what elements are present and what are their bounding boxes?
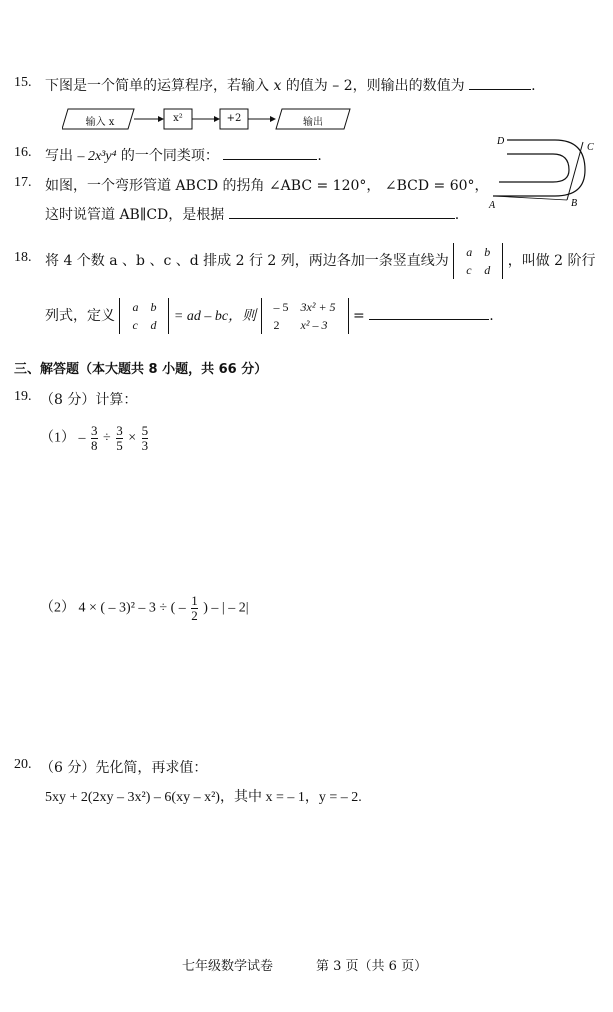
q17-number: 17. — [14, 175, 32, 190]
q-d: x² – 3 — [300, 318, 328, 332]
f3-den: 3 — [141, 438, 149, 453]
section3-title: 三、解答题（本大题共 8 小题，共 66 分） — [14, 362, 268, 377]
q15-flowchart — [62, 106, 352, 132]
fraction-3-5 — [116, 424, 123, 453]
q15-text — [45, 75, 536, 95]
fraction-5-3 — [142, 424, 149, 453]
q18-line2-b: = ad – bc，则 — [173, 309, 257, 324]
fraction-1-2 — [191, 594, 198, 623]
det-c: c — [466, 263, 472, 277]
q15-end: . — [531, 78, 536, 94]
q19-number: 19. — [14, 389, 32, 404]
q15-number: 15. — [14, 75, 32, 90]
q18-line2 — [45, 298, 494, 334]
q19-part1-label: （1） — [40, 430, 75, 446]
q16-text-a: 写出 — [45, 148, 73, 164]
q20-header: （6 分）先化简，再求值： — [40, 760, 208, 776]
q17-line2-text: 这时说管道 AB∥CD，是根据 — [45, 207, 225, 223]
q19-part2 — [40, 594, 249, 623]
footer-page: 第 3 页（共 6 页） — [316, 959, 428, 974]
def-c: c — [132, 318, 138, 332]
def-b: b — [150, 300, 157, 314]
flow-input: 输入 x — [85, 117, 115, 128]
fraction-3-8 — [91, 424, 98, 453]
det-b: b — [484, 245, 491, 259]
q18-end: . — [489, 308, 494, 324]
q18-line2-a: 列式，定义 — [45, 308, 115, 324]
q19-part2-label: （2） — [40, 600, 75, 616]
q15-text-a: 下图是一个简单的运算程序，若输入 — [45, 78, 269, 94]
q18-line2-c: = — [353, 308, 365, 324]
op-divide: ÷ — [103, 430, 111, 446]
q-c: 2 — [273, 318, 280, 332]
q16-text — [45, 145, 322, 165]
q18-line1-a: 将 4 个数 a 、b 、c 、d 排成 2 行 2 列，两边各加一条竖直线为 — [45, 253, 449, 269]
label-A: A — [489, 200, 496, 211]
p2-den: 2 — [191, 608, 198, 623]
det-a: a — [466, 245, 473, 259]
q16-text-b: 的一个同类项： — [120, 148, 219, 164]
q17-answer-blank — [229, 218, 455, 219]
q20-number: 20. — [14, 757, 32, 772]
q15-text-b: 的值为 – 2，则输出的数值为 — [285, 78, 465, 94]
label-B: B — [571, 198, 578, 209]
q15-answer-blank — [469, 89, 531, 90]
q18-line1-b: ，叫做 2 阶行 — [507, 253, 596, 269]
f2-num: 3 — [116, 423, 123, 438]
def-d: d — [150, 318, 157, 332]
flow-step1: x² — [173, 113, 183, 124]
q16-answer-blank — [223, 159, 317, 160]
det-generic — [453, 243, 503, 279]
op-times: × — [128, 430, 137, 446]
q16-number: 16. — [14, 145, 32, 160]
f1-den: 8 — [91, 438, 98, 453]
q16-monomial: – 2x³y⁴ — [77, 149, 117, 164]
q17-pipe-figure — [485, 128, 603, 216]
q-b: 3x² + 5 — [300, 300, 336, 314]
p2-num: 1 — [191, 593, 198, 608]
det-question — [261, 298, 349, 334]
q18-number: 18. — [14, 250, 32, 265]
f2-den: 5 — [116, 438, 123, 453]
det-d: d — [484, 263, 491, 277]
label-C: C — [587, 142, 594, 153]
part1-neg: – — [78, 430, 86, 446]
q16-end: . — [317, 148, 322, 164]
q-a: – 5 — [273, 300, 289, 314]
q20-expression: 5xy + 2(2xy – 3x²) – 6(xy – x²)，其中 x = – 1，y = – 2. — [45, 790, 362, 805]
q17-end: . — [454, 207, 460, 223]
f3-num: 5 — [141, 423, 149, 438]
q17-line2 — [45, 204, 459, 224]
q19-header: （8 分）计算： — [40, 392, 138, 408]
det-definition — [119, 298, 169, 334]
part2-a: 4 × ( – 3)² – 3 ÷ ( – — [78, 600, 186, 616]
q15-var: x — [273, 78, 282, 94]
flow-output: 输出 — [303, 117, 323, 128]
q19-part1 — [40, 424, 150, 453]
footer-exam: 七年级数学试卷 — [182, 959, 274, 974]
q17-line1: 如图，一个弯形管道 ABCD 的拐角 ∠ABC = 120°， ∠BCD = 60°， — [45, 178, 489, 194]
q18-answer-blank — [369, 319, 489, 320]
part2-b: ) – | – 2| — [203, 600, 249, 616]
q18-line1 — [45, 243, 596, 279]
def-a: a — [132, 300, 139, 314]
label-D: D — [497, 136, 505, 147]
flow-step2: +2 — [226, 113, 242, 124]
f1-num: 3 — [91, 423, 98, 438]
